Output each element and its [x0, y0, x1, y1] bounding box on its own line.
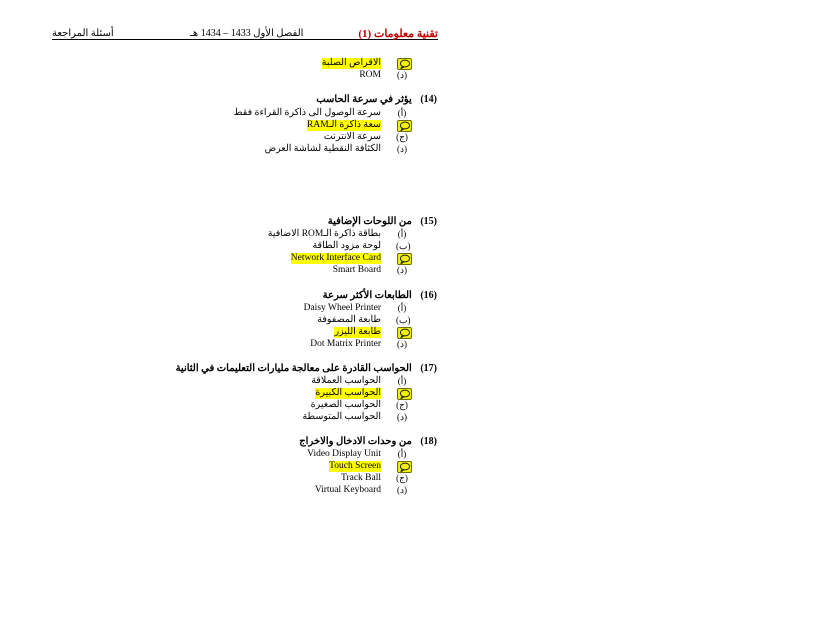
question-text: الطابعات الأكثر سرعة	[322, 290, 412, 301]
option-row	[0, 327, 819, 338]
option-row	[0, 70, 819, 81]
option-text: ROM	[359, 70, 381, 80]
option-letter: (أ)	[397, 449, 407, 459]
selected-answer-marker	[397, 58, 412, 70]
option-text: Dot Matrix Printer	[310, 339, 381, 349]
option-row	[0, 376, 819, 387]
option-text: طابعة الليزر	[334, 327, 381, 337]
option-row	[0, 229, 819, 240]
option-text: الحواسب العملاقة	[311, 376, 381, 386]
option-row	[0, 303, 819, 314]
question-number: (14)	[420, 94, 437, 105]
speech-bubble-icon	[399, 389, 411, 399]
option-row	[0, 132, 819, 143]
option-row	[0, 58, 819, 69]
option-row	[0, 388, 819, 399]
option-letter: (د)	[396, 70, 407, 80]
selected-answer-marker	[397, 388, 412, 400]
option-letter: (د)	[396, 265, 407, 275]
speech-bubble-icon	[399, 59, 411, 69]
selected-answer-marker	[397, 461, 412, 473]
option-letter: (أ)	[397, 108, 407, 118]
speech-bubble-icon	[399, 328, 411, 338]
option-text: الحواسب الصغيرة	[310, 400, 381, 410]
option-letter: (ب)	[396, 241, 411, 251]
option-letter: (د)	[396, 144, 407, 154]
option-row	[0, 120, 819, 131]
option-text: Touch Screen	[329, 461, 381, 471]
option-letter: (أ)	[397, 303, 407, 313]
question-text: الحواسب القادرة على معالجة مليارات التعليمات في الثانية	[175, 363, 412, 374]
course-title: تقنية معلومات (1)	[358, 28, 438, 40]
option-row	[0, 473, 819, 484]
option-row	[0, 241, 819, 252]
question-title	[176, 363, 437, 374]
option-text: Network Interface Card	[290, 253, 381, 263]
option-letter: (أ)	[397, 376, 407, 386]
option-row	[0, 400, 819, 411]
option-row	[0, 144, 819, 155]
option-letter: (ج)	[396, 400, 408, 410]
question-number: (15)	[420, 216, 437, 227]
option-text: الاقراص الصلبة	[321, 58, 381, 68]
speech-bubble-icon	[399, 254, 411, 264]
option-letter: (أ)	[397, 229, 407, 239]
speech-bubble-icon	[399, 462, 411, 472]
question-number: (17)	[420, 363, 437, 374]
section-label: أسئلة المراجعة	[52, 28, 114, 39]
option-text: Daisy Wheel Printer	[303, 303, 381, 313]
question-text: من اللوحات الإضافية	[327, 216, 412, 227]
question-number: (16)	[420, 290, 437, 301]
option-row	[0, 485, 819, 496]
option-text: طابعة المصفوفة	[317, 315, 381, 325]
option-letter: (ب)	[396, 315, 411, 325]
option-row	[0, 412, 819, 423]
option-text: Virtual Keyboard	[314, 485, 381, 495]
option-text: Track Ball	[340, 473, 381, 483]
question-title	[323, 290, 437, 301]
page-header	[52, 26, 438, 40]
question-text: يؤثر في سرعة الحاسب	[316, 94, 412, 105]
option-row	[0, 265, 819, 276]
option-row	[0, 315, 819, 326]
option-text: بطاقة ذاكرة الـROM الاضافية	[267, 229, 381, 239]
question-title	[328, 216, 437, 227]
option-text: سرعة الانترنت	[323, 132, 381, 142]
option-letter: (د)	[396, 485, 407, 495]
option-text: سعة ذاكرة الـRAM	[307, 120, 381, 130]
question-text: من وحدات الادخال والاخراج	[299, 436, 412, 447]
selected-answer-marker	[397, 253, 412, 265]
option-letter: (ج)	[396, 473, 408, 483]
question-title	[299, 436, 437, 447]
question-title	[316, 94, 437, 105]
option-row	[0, 253, 819, 264]
selected-answer-marker	[397, 120, 412, 132]
option-text: سرعة الوصول الى ذاكرة القراءة فقط	[233, 108, 381, 118]
option-text: الحواسب الكبيرة	[315, 388, 381, 398]
option-text: الكثافة النقطية لشاشة العرض	[264, 144, 381, 154]
option-letter: (ج)	[396, 132, 408, 142]
question-number: (18)	[420, 436, 437, 447]
term-label: الفصل الأول 1433 – 1434 هـ	[190, 28, 304, 39]
option-row	[0, 461, 819, 472]
option-row	[0, 108, 819, 119]
speech-bubble-icon	[399, 121, 411, 131]
option-letter: (د)	[396, 412, 407, 422]
option-text: Smart Board	[332, 265, 381, 275]
option-letter: (د)	[396, 339, 407, 349]
option-text: Video Display Unit	[307, 449, 381, 459]
option-row	[0, 449, 819, 460]
selected-answer-marker	[397, 327, 412, 339]
option-row	[0, 339, 819, 350]
option-text: الحواسب المتوسطة	[302, 412, 381, 422]
option-text: لوحة مزود الطاقة	[312, 241, 381, 251]
